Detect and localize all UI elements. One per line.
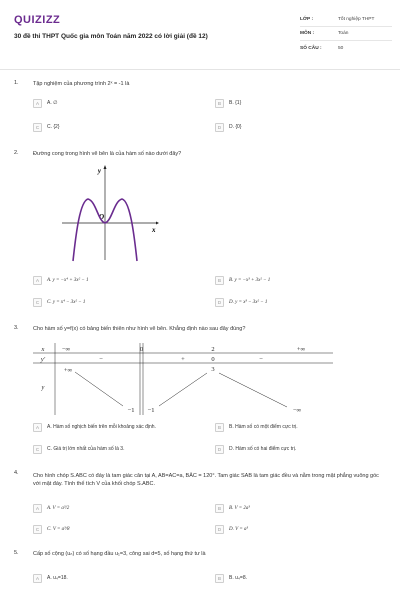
y-value: 3 (211, 366, 215, 373)
option-text: C. Giá trị lớn nhất của hàm số là 3. (47, 446, 125, 452)
option-text: D. {0} (229, 124, 242, 130)
option-letter: B (215, 504, 224, 513)
option-text: B. {1} (229, 100, 242, 106)
question-text: Cho hình chóp S.ABC có đáy là tam giác cân tại A, AB=AC=a, BÂC = 120°. Tam giác SAB là tam giác đều và nằm trong mặt phẳng vuông góc với mặt đáy. Tính thể tích V của khối chóp S.ABC. (33, 473, 379, 487)
question-number: 5. (14, 550, 19, 556)
question-number: 1. (14, 80, 19, 86)
option-letter: A (33, 276, 42, 285)
worksheet-header (0, 0, 400, 70)
option-text: A. y = −x⁴ + 3x² − 1 (47, 277, 89, 283)
graph-y-label: y (97, 167, 101, 175)
option-letter: C (33, 298, 42, 307)
table-y-label: y (41, 384, 45, 391)
derivative-sign: − (99, 356, 103, 363)
option-text: C. {2} (47, 124, 60, 130)
option-d[interactable] (215, 524, 248, 534)
y-value: −1 (127, 407, 135, 414)
option-c[interactable] (33, 524, 70, 534)
option-c[interactable] (33, 444, 124, 454)
option-letter: C (33, 525, 42, 534)
option-letter: B (215, 276, 224, 285)
option-letter: C (33, 445, 42, 454)
y-value: +∞ (63, 367, 73, 374)
option-letter: D (215, 445, 224, 454)
option-text: D. y = x³ − 3x² − 1 (229, 299, 268, 305)
question-text: Đường cong trong hình vẽ bên là của hàm số nào dưới đây? (33, 151, 182, 157)
option-text: B. V = 2a³ (229, 505, 250, 511)
meta-key: LỚP : (300, 17, 314, 22)
option-text: A. Hàm số nghịch biến trên mỗi khoảng xác định. (47, 424, 156, 430)
option-a[interactable] (33, 573, 68, 583)
arrow-down (75, 372, 123, 406)
meta-value: Toán (338, 31, 349, 36)
option-a[interactable] (33, 275, 88, 285)
option-text: B. u₄=8. (229, 575, 248, 581)
meta-key: SỐ CÂU : (300, 45, 322, 51)
option-d[interactable] (215, 297, 267, 307)
x-value: −∞ (61, 346, 71, 353)
question-number: 4. (14, 470, 19, 476)
option-c[interactable] (33, 297, 85, 307)
x-value: 0 (139, 346, 144, 353)
meta-row-count (300, 41, 392, 55)
graph-origin-label: O (99, 213, 105, 221)
option-letter: B (215, 574, 224, 583)
meta-row-class (300, 13, 392, 27)
option-letter: A (33, 99, 42, 108)
option-text: D. Hàm số có hai điểm cực trị. (229, 446, 297, 452)
option-a[interactable] (33, 98, 57, 108)
option-text: B. y = −x³ + 3x² − 1 (229, 277, 271, 283)
option-a[interactable] (33, 422, 156, 432)
option-letter: B (215, 423, 224, 432)
option-d[interactable] (215, 444, 296, 454)
question-text: Cấp số cộng (uₙ) có số hạng đầu u₁=3, công sai d=5, số hạng thứ tư là (33, 551, 206, 557)
option-text: C. y = x⁴ − 3x² − 1 (47, 299, 86, 305)
option-text: A. u₄=18. (47, 575, 68, 581)
meta-value: 50 (338, 45, 344, 51)
derivative-sign: 0 (211, 356, 215, 363)
meta-row-subject (300, 27, 392, 41)
option-text: C. V = a³/8 (47, 526, 70, 532)
question-text: Tập nghiệm của phương trình 2ˣ = -1 là (33, 81, 130, 87)
derivative-sign: + (181, 356, 185, 363)
option-b[interactable] (215, 503, 250, 513)
option-text: D. V = a³ (229, 526, 248, 532)
option-letter: D (215, 525, 224, 534)
function-graph (60, 163, 160, 263)
arrow-up (159, 373, 207, 406)
meta-value: Tốt nghiệp THPT (338, 17, 375, 22)
graph-x-label: x (152, 226, 156, 234)
option-a[interactable] (33, 503, 69, 513)
option-letter: A (33, 574, 42, 583)
y-value: −1 (147, 407, 155, 414)
variation-table (33, 343, 333, 415)
option-text: A. V = a³/2 (47, 505, 70, 511)
option-letter: D (215, 298, 224, 307)
option-letter: C (33, 123, 42, 132)
question-number: 2. (14, 150, 19, 156)
option-c[interactable] (33, 122, 60, 132)
x-value: +∞ (296, 346, 306, 353)
option-letter: A (33, 504, 42, 513)
option-b[interactable] (215, 275, 270, 285)
option-letter: A (33, 423, 42, 432)
arrow-down (219, 373, 287, 407)
option-text: A. ∅ (47, 100, 58, 106)
question-text: Cho hàm số y=f(x) có bảng biến thiên như hình vẽ bên. Khẳng định nào sau đây đúng? (33, 326, 246, 332)
x-value: 2 (211, 346, 215, 353)
quizizz-logo: QUIZIZZ (14, 14, 61, 26)
worksheet-title: 30 đề thi THPT Quốc gia môn Toán năm 2022 có lời giải (đề 12) (14, 33, 208, 40)
y-value: −∞ (292, 407, 302, 414)
worksheet-meta (300, 13, 392, 55)
option-b[interactable] (215, 98, 241, 108)
meta-key: MÔN : (300, 31, 315, 36)
option-text: B. Hàm số có một điểm cực trị. (229, 424, 298, 430)
option-b[interactable] (215, 573, 247, 583)
table-x-label: x (41, 346, 45, 353)
option-d[interactable] (215, 122, 242, 132)
question-number: 3. (14, 325, 19, 331)
option-b[interactable] (215, 422, 298, 432)
option-letter: D (215, 123, 224, 132)
table-yprime-label: y' (40, 356, 46, 363)
derivative-sign: − (259, 356, 263, 363)
option-letter: B (215, 99, 224, 108)
